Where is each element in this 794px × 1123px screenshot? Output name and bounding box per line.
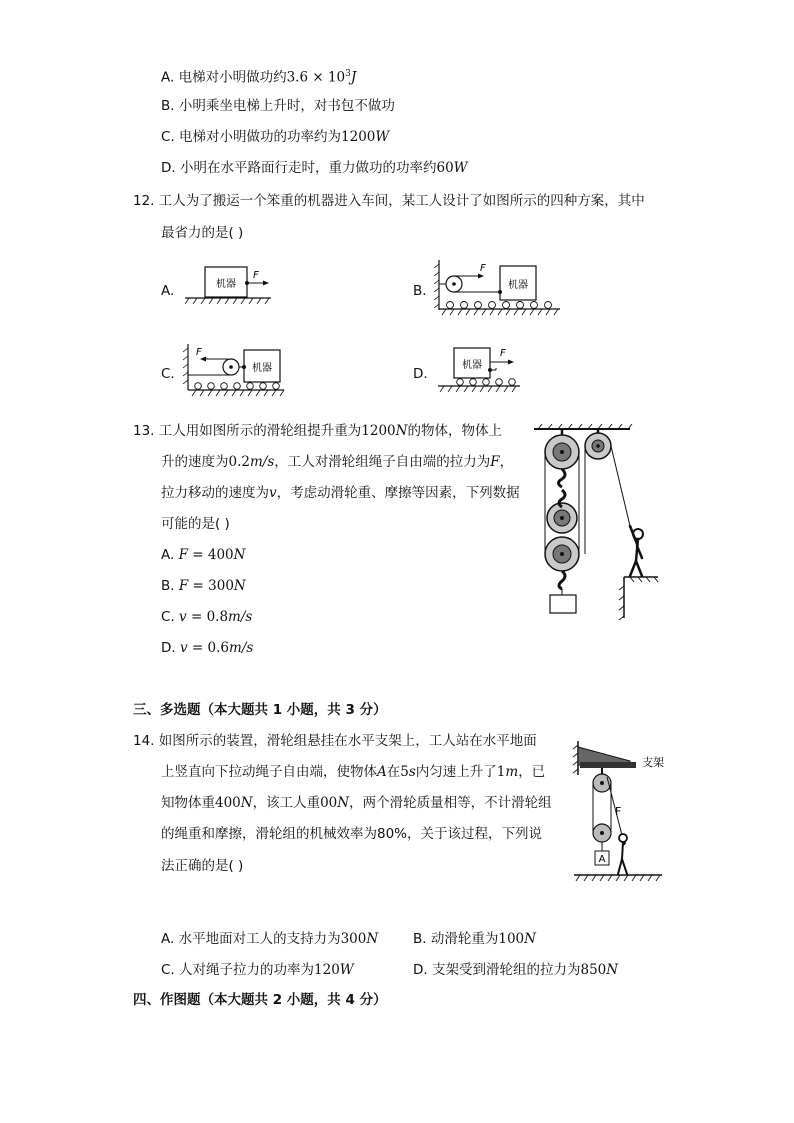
q11-option-d: D. 小明在水平路面行走时，重力做功的功率约60W (161, 160, 468, 176)
q11-option-a: A. 电梯对小明做功约$3.6 \times 10^3J$ (161, 69, 357, 86)
machine-label: 机器 (508, 280, 528, 291)
q14-option-d: D. 支架受到滑轮组的拉力为850N (413, 962, 619, 978)
force-label-f: F (615, 805, 622, 818)
machine-label: 机器 (252, 363, 272, 374)
q13-option-c: C. v = 0.8m/s (161, 609, 253, 625)
q12-label-c: C. (161, 366, 175, 382)
q12-figure-b (434, 258, 562, 318)
q12-line2: 最省力的是( ) (161, 225, 244, 241)
q13-option-a: A. F = 400N (161, 547, 246, 563)
machine-label: 机器 (462, 360, 482, 371)
q12-label-d: D. (413, 366, 428, 382)
q11-option-b: B. 小明乘坐电梯上升时，对书包不做功 (161, 98, 395, 114)
q13-line4: 可能的是( ) (161, 516, 230, 532)
q12-figure-c (182, 342, 287, 398)
q14-line4: 的绳重和摩擦，滑轮组的机械效率为80%，关于该过程，下列说 (161, 826, 543, 842)
q14-option-b: B. 动滑轮重为100N (413, 931, 536, 947)
q14-line3: 知物体重400N，该工人重00N，两个滑轮质量相等，不计滑轮组 (161, 795, 552, 811)
q13-line1: 13. 工人用如图所示的滑轮组提升重为1200N的物体，物体上 (133, 423, 502, 439)
q12-line1: 12. 工人为了搬运一个笨重的机器进入车间，某工人设计了如图所示的四种方案，其中 (133, 193, 645, 209)
q13-option-b: B. F = 300N (161, 578, 246, 594)
q14-option-c: C. 人对绳子拉力的功率为120W (161, 962, 354, 978)
force-label: F (196, 347, 202, 358)
q11-option-c: C. 电梯对小明做功的功率约为1200W (161, 129, 390, 145)
q12-figure-d (436, 342, 522, 398)
q13-pulley-figure (530, 424, 662, 620)
machine-label: 机器 (216, 279, 236, 290)
section-4-heading: 四、作图题（本大题共 2 小题，共 4 分） (133, 992, 387, 1008)
q14-line2: 上竖直向下拉动绳子自由端，使物体A在5s内匀速上升了1m，已 (161, 764, 546, 780)
q12-figure-a (185, 262, 271, 312)
q13-line2: 升的速度为0.2m/s，工人对滑轮组绳子自由端的拉力为F， (161, 454, 514, 470)
force-label: F (500, 348, 506, 359)
support-label: 支架 (642, 756, 664, 769)
object-a-label: A (598, 854, 606, 865)
q14-option-a: A. 水平地面对工人的支持力为300N (161, 931, 379, 947)
force-label: F (480, 263, 486, 274)
section-3-heading: 三、多选题（本大题共 1 小题，共 3 分） (133, 702, 387, 718)
q13-line3: 拉力移动的速度为v，考虑动滑轮重、摩擦等因素，下列数据 (161, 485, 520, 501)
force-label: F (253, 270, 259, 281)
q14-line1: 14. 如图所示的装置，滑轮组悬挂在水平支架上，工人站在水平地面 (133, 733, 537, 749)
q12-label-a: A. (161, 283, 175, 299)
q14-line5: 法正确的是( ) (161, 858, 244, 874)
q13-option-d: D. v = 0.6m/s (161, 640, 254, 656)
q12-label-b: B. (413, 283, 427, 299)
q14-pulley-figure (570, 735, 666, 883)
